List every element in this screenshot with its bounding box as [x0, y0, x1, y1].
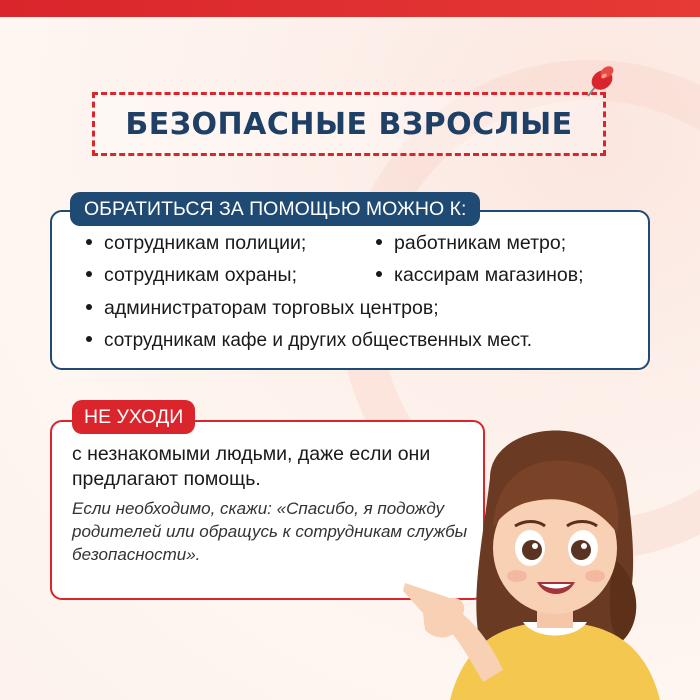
list-item: сотрудникам кафе и других общественных мест.: [86, 330, 532, 352]
girl-illustration: [395, 408, 700, 700]
advice-text: Если необходимо, скажи: «Спасибо, я подожду родителей или обращусь к сотрудникам службы безопасности».: [72, 499, 468, 564]
warning-text: с незнакомыми людьми, даже если они предлагают помощь.: [72, 443, 431, 490]
push-pin-icon: [578, 62, 618, 106]
help-panel-label: ОБРАТИТЬСЯ ЗА ПОМОЩЬЮ МОЖНО К:: [70, 192, 480, 226]
list-item: администраторам торговых центров;: [86, 297, 439, 320]
list-item: сотрудникам охраны;: [86, 264, 297, 287]
warning-panel-label: НЕ УХОДИ: [72, 400, 195, 434]
list-item: кассирам магазинов;: [376, 264, 584, 287]
list-item: работникам метро;: [376, 232, 566, 255]
list-item: сотрудникам полиции;: [86, 232, 306, 255]
top-accent-bar: [0, 0, 700, 17]
page-title: БЕЗОПАСНЫЕ ВЗРОСЛЫЕ: [125, 106, 573, 142]
title-frame: [92, 92, 606, 156]
